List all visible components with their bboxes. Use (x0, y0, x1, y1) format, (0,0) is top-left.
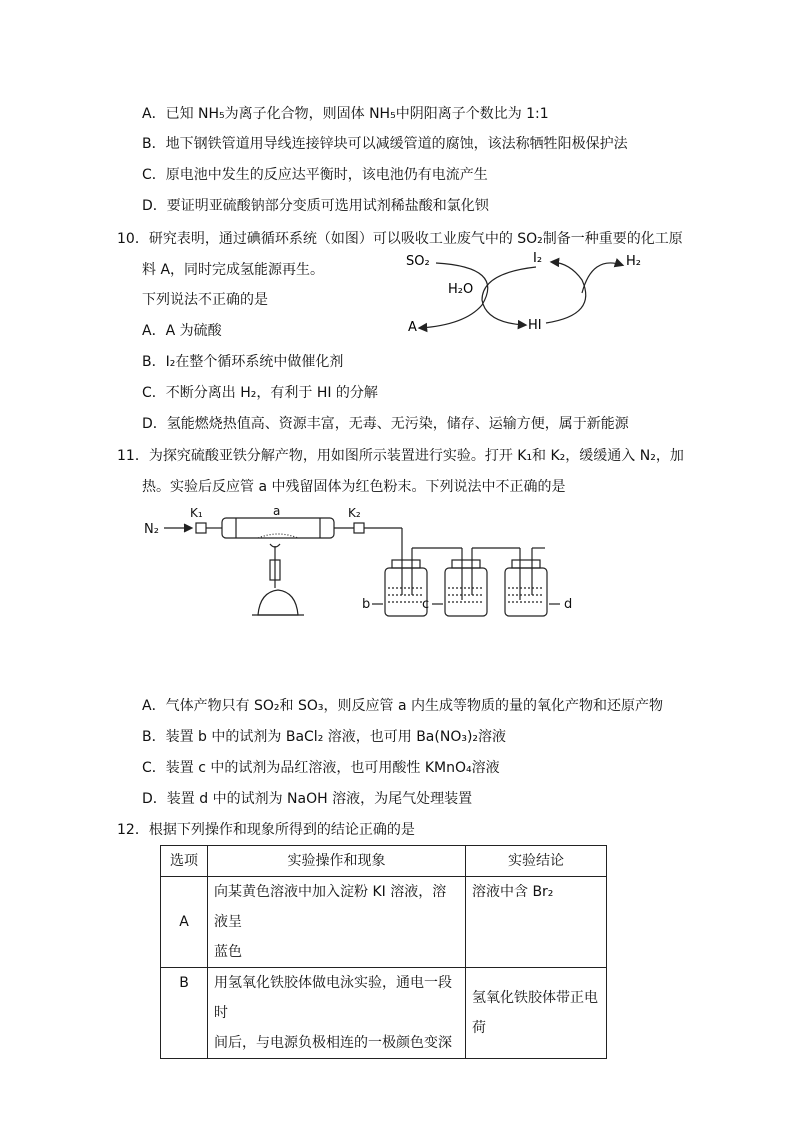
iodine-cycle-diagram (400, 245, 680, 340)
row-conclusion-line2: 荷 (472, 1020, 486, 1036)
q9-option-d: D．要证明亚硫酸钠部分变质可选用试剂稀盐酸和氯化钡 (142, 198, 489, 214)
apparatus-diagram (140, 500, 590, 630)
table-row (161, 877, 607, 968)
q10-stem-line2: 料 A，同时完成氢能源再生。 (142, 262, 325, 278)
label-h2o: H₂O (448, 282, 474, 297)
bottle-d (505, 568, 547, 616)
label-a: a (273, 504, 281, 518)
q11-stem-line1: 11．为探究硫酸亚铁分解产物，用如图所示装置进行实验。打开 K₁和 K₂，缓缓通入 N₂，加 (117, 448, 684, 464)
q10-stem-line1: 10．研究表明，通过碘循环系统（如图）可以吸收工业废气中的 SO₂制备一种重要的化工原 (117, 231, 683, 247)
label-n2: N₂ (144, 522, 159, 537)
row-conclusion-line1: 溶液中含 Br₂ (472, 884, 554, 900)
header-option: 选项 (161, 846, 208, 877)
bottle-c (445, 568, 487, 616)
label-hi: HI (528, 318, 542, 333)
q11-option-c: C．装置 c 中的试剂为品红溶液，也可用酸性 KMnO₄溶液 (142, 760, 500, 776)
label-so2: SO₂ (406, 254, 430, 269)
row-operation-line2: 间后，与电源负极相连的一极颜色变深 (214, 1035, 452, 1051)
q11-option-a: A．气体产物只有 SO₂和 SO₃，则反应管 a 内生成等物质的量的氧化产物和还原产物 (142, 698, 663, 714)
q10-option-a: A．A 为硫酸 (142, 323, 222, 339)
q9-option-c: C．原电池中发生的反应达平衡时，该电池仍有电流产生 (142, 167, 488, 183)
q10-option-c: C．不断分离出 H₂，有利于 HI 的分解 (142, 385, 378, 401)
label-i2: I₂ (533, 251, 543, 266)
row-operation-line1: 向某黄色溶液中加入淀粉 KI 溶液，溶液呈 (214, 884, 447, 930)
q10-stem-line3: 下列说法不正确的是 (142, 292, 268, 308)
q9-option-b: B．地下钢铁管道用导线连接锌块可以减缓管道的腐蚀，该法称牺牲阳极保护法 (142, 136, 628, 152)
q11-stem-line2: 热。实验后反应管 a 中残留固体为红色粉末。下列说法中不正确的是 (142, 479, 566, 495)
hi-to-i2-curve (546, 262, 586, 323)
reaction-tube-a (222, 518, 334, 538)
label-b: b (362, 597, 371, 612)
row-conclusion-line1: 氢氧化铁胶体带正电 (472, 990, 598, 1006)
row-conclusion (466, 877, 607, 968)
header-conclusion: 实验结论 (466, 846, 607, 877)
label-k2: K₂ (348, 506, 361, 520)
bottle-b (385, 568, 430, 616)
q11-option-b: B．装置 b 中的试剂为 BaCl₂ 溶液，也可用 Ba(NO₃)₂溶液 (142, 729, 507, 745)
row-option: A (161, 877, 208, 968)
row-operation-line1: 用氢氧化铁胶体做电泳实验，通电一段时 (214, 975, 452, 1021)
row-option: B (161, 968, 208, 1059)
row-operation-line2: 蓝色 (214, 944, 242, 960)
to-h2-curve (582, 263, 622, 293)
row-conclusion (466, 968, 607, 1059)
k2-valve (354, 523, 364, 533)
i2-to-hi-curve (482, 267, 536, 325)
q10-option-b: B．I₂在整个循环系统中做催化剂 (142, 354, 344, 370)
label-a: A (408, 320, 417, 335)
q9-option-a: A．已知 NH₅为离子化合物，则固体 NH₅中阴阳离子个数比为 1:1 (142, 106, 549, 122)
label-h2: H₂ (626, 254, 641, 269)
header-operation: 实验操作和现象 (208, 846, 466, 877)
q12-table (160, 845, 607, 1059)
label-c: c (422, 597, 430, 612)
q11-option-d: D．装置 d 中的试剂为 NaOH 溶液，为尾气处理装置 (142, 791, 473, 807)
table-header-row (161, 846, 607, 877)
table-row (161, 968, 607, 1059)
q12-stem: 12．根据下列操作和现象所得到的结论正确的是 (117, 822, 415, 838)
q10-option-d: D．氢能燃烧热值高、资源丰富，无毒、无污染，储存、运输方便，属于新能源 (142, 416, 629, 432)
row-operation (208, 877, 466, 968)
label-k1: K₁ (190, 506, 203, 520)
label-d: d (564, 597, 573, 612)
row-operation (208, 968, 466, 1059)
k1-valve (196, 523, 206, 533)
